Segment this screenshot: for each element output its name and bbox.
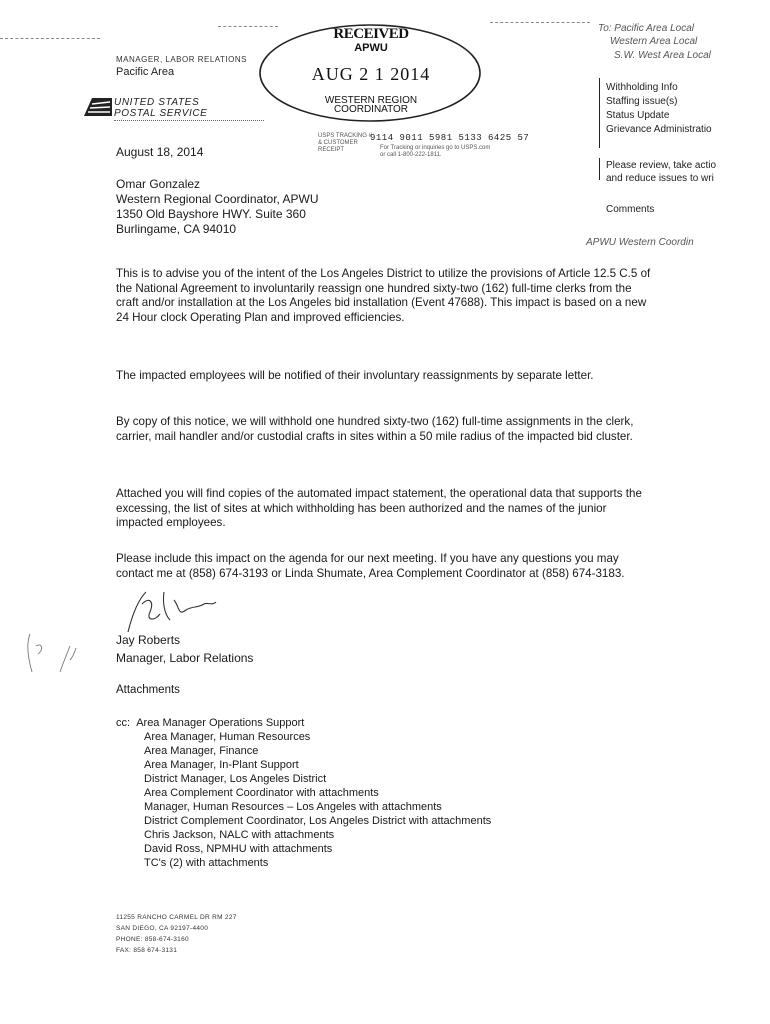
attachments-label: Attachments (116, 684, 180, 696)
stamp-date: AUG 2 1 2014 (311, 64, 431, 84)
cc-item: Chris Jackson, NALC with attachments (144, 829, 335, 841)
usps-name: UNITED STATES POSTAL SERVICE (114, 97, 208, 119)
scan-line (0, 38, 100, 39)
paragraph: Attached you will find copies of the automated impact statement, the operational data that supports the excessing, the list of sites at which withholding has been authorized and the names of the junior impacted employees. (116, 487, 642, 529)
received-stamp (256, 22, 484, 124)
routing-item: Withholding Info (606, 82, 678, 93)
cc-item: David Ross, NPMHU with attachments (144, 843, 333, 855)
recipient-city: Burlingame, CA 94010 (116, 222, 237, 236)
stamp-region: WESTERN REGION COORDINATOR (324, 95, 418, 115)
routing-header: To: Pacific Area Local (598, 23, 694, 34)
routing-bracket (599, 78, 605, 148)
letterhead-area: Pacific Area (116, 66, 175, 78)
recipient-name: Omar Gonzalez (116, 177, 201, 191)
routing-item: Grievance Administratio (606, 124, 712, 135)
signer-title: Manager, Labor Relations (116, 651, 254, 665)
tracking-number: 9114 9011 5981 5133 6425 57 (370, 133, 530, 143)
cc-item: Area Manager, Human Resources (144, 731, 311, 743)
recipient-title: Western Regional Coordinator, APWU (116, 192, 319, 206)
signature-scribble (120, 586, 240, 636)
paragraph: Please include this impact on the agenda for our next meeting. If you have any questions you may contact me at (858) 674-3193 or Linda Shumate, Area Complement Coordinator at (858) 674-3183. (116, 552, 625, 580)
cc-item: TC's (2) with attachments (144, 857, 269, 869)
paragraph: The impacted employees will be notified of their involuntary reassignments by separate letter. (116, 369, 594, 382)
letter-date: August 18, 2014 (116, 145, 204, 159)
routing-bracket (599, 158, 605, 180)
cc-item: District Manager, Los Angeles District (144, 773, 327, 785)
cc-item: Manager, Human Resources – Los Angeles with attachments (144, 801, 442, 813)
routing-line-3: S.W. West Area Local (614, 50, 711, 61)
cc-label: cc: (116, 717, 131, 729)
routing-note: Please review, take actio (606, 160, 717, 171)
routing-item: Status Update (606, 110, 670, 121)
cc-item: Area Complement Coordinator with attachments (144, 787, 379, 799)
stamp-union: APWU (354, 42, 388, 54)
recipient-address (116, 177, 319, 237)
cc-item: Area Manager, In-Plant Support (144, 759, 299, 771)
recipient-street: 1350 Old Bayshore HWY. Suite 360 (116, 207, 306, 221)
paragraph: This is to advise you of the intent of the Los Angeles District to utilize the provisions of Article 12.5 C.5 of the National Agreement to involuntarily reassign one hundred sixty-two (162) full-time clerks from the craft and/or installation at the Los Angeles bid installation (Event 47688). This impact is based on a new 24 Hour clock Operating Plan and improved efficiencies. (116, 267, 651, 324)
cc-item: Area Manager, Finance (144, 745, 259, 757)
letterhead-title: MANAGER, LABOR RELATIONS (116, 55, 247, 64)
cc-item: District Complement Coordinator, Los Angeles District with attachments (144, 815, 492, 827)
tracking-note: For Tracking or inquiries go to USPS.com or call 1-800-222-1811. (380, 145, 491, 158)
usps-rule (114, 120, 264, 121)
stamp-received: RECEIVED (333, 26, 409, 42)
cc-item: Area Manager Operations Support (136, 717, 305, 729)
cc-list (116, 716, 491, 870)
paragraph: By copy of this notice, we will withhold one hundred sixty-two (162) full-time assignments in the clerk, carrier, mail handler and/or custodial crafts in sites within a 50 mile radius of the impacted bid cluster. (116, 415, 634, 443)
routing-line-2: Western Area Local (610, 36, 698, 47)
routing-comments: Comments (606, 204, 655, 215)
scan-line (490, 22, 590, 23)
tracking-label: USPS TRACKING # & CUSTOMER RECEIPT (318, 133, 372, 153)
signer-name: Jay Roberts (116, 633, 181, 647)
footer-address: 11255 RANCHO CARMEL DR RM 227 SAN DIEGO, CA 92197-4400 PHONE: 858-674-3160 FAX: 858 674-3131 (116, 914, 237, 954)
margin-initials (20, 628, 100, 678)
usps-eagle-logo-icon (82, 96, 112, 118)
routing-item: Staffing issue(s) (606, 96, 678, 107)
routing-note: and reduce issues to wri (606, 173, 714, 184)
routing-footer: APWU Western Coordin (586, 237, 694, 248)
